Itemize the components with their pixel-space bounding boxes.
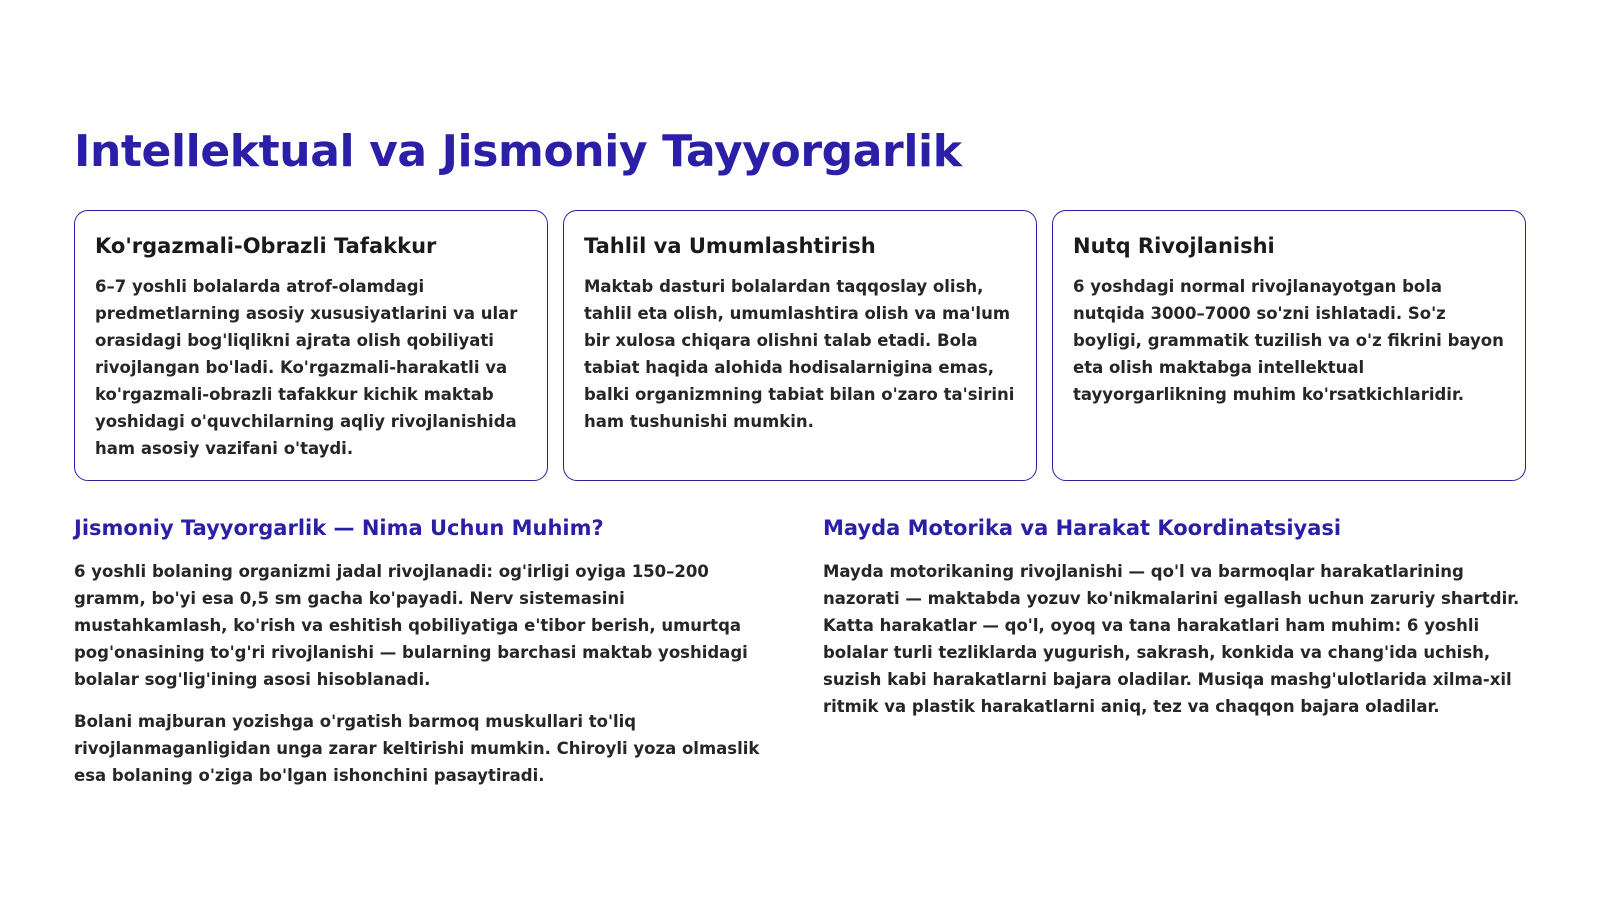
section-title: Mayda Motorika va Harakat Koordinatsiyasi	[823, 516, 1342, 540]
slide	[74, 0, 1526, 900]
section-title: Jismoniy Tayyorgarlik — Nima Uchun Muhim?	[74, 516, 604, 540]
card-title: Ko'rgazmali-Obrazli Tafakkur	[95, 234, 437, 258]
card-title: Tahlil va Umumlashtirish	[584, 234, 876, 258]
card-analysis	[563, 210, 1037, 481]
card-visual-thinking	[74, 210, 548, 481]
card-text: 6 yoshdagi normal rivojlanayotgan bola nutqida 3000–7000 so'zni ishlatadi. So'z boyligi, grammatik tuzilish va o'z fikrini bayon eta olish maktabga intellektual tayyorgarlikning muhim ko'rsatkichlaridir.	[1073, 277, 1504, 404]
section-paragraph: Bolani majburan yozishga o'rgatish barmoq muskullari to'liq rivojlanmaganligidan unga zarar keltirishi mumkin. Chiroyli yoza olmaslik esa bolaning o'ziga bo'lgan ishonchini pasaytiradi.	[74, 712, 760, 785]
section-paragraph: Mayda motorikaning rivojlanishi — qo'l va barmoqlar harakatlarining nazorati — maktabda yozuv ko'nikmalarini egallash uchun zaruriy shartdir. Katta harakatlar — qo'l, oyoq va tana harakatlari ham muhim: 6 yoshli bolalar turli tezliklarda yugurish, sakrash, konkida va chang'ida uchish, suzish kabi harakatlarni bajara oladilar. Musiqa mashg'ulotlarida xilma-xil ritmik va plastik harakatlarni aniq, tez va chaqqon bajara oladilar.	[823, 562, 1520, 716]
page-title: Intellektual va Jismoniy Tayyorgarlik	[74, 126, 962, 177]
card-text: 6–7 yoshli bolalarda atrof-olamdagi predmetlarning asosiy xususiyatlarini va ular orasidagi bog'liqlikni ajrata olish qobiliyati rivojlangan bo'ladi. Ko'rgazmali-harakatli va ko'rgazmali-obrazli tafakkur kichik maktab yoshidagi o'quvchilarning aqliy rivojlanishida ham asosiy vazifani o'taydi.	[95, 277, 518, 458]
section-fine-motor	[823, 512, 1526, 735]
card-text: Maktab dasturi bolalardan taqqoslay olish, tahlil eta olish, umumlashtira olish va ma'lum bir xulosa chiqara olishni talab etadi. Bola tabiat haqida alohida hodisalarnigina emas, balki organizmning tabiat bilan o'zaro ta'sirini ham tushunishi mumkin.	[584, 277, 1015, 431]
card-row	[74, 210, 1526, 481]
section-physical-readiness	[74, 512, 770, 804]
section-paragraph: 6 yoshli bolaning organizmi jadal rivojlanadi: og'irligi oyiga 150–200 gramm, bo'yi esa 0,5 sm gacha ko'payadi. Nerv sistemasini mustahkamlash, ko'rish va eshitish qobiliyatiga e'tibor berish, umurtqa pog'onasining to'g'ri rivojlanishi — bularning barchasi maktab yoshidagi bolalar sog'lig'ining asosi hisoblanadi.	[74, 562, 748, 689]
card-speech	[1052, 210, 1526, 481]
card-title: Nutq Rivojlanishi	[1073, 234, 1275, 258]
